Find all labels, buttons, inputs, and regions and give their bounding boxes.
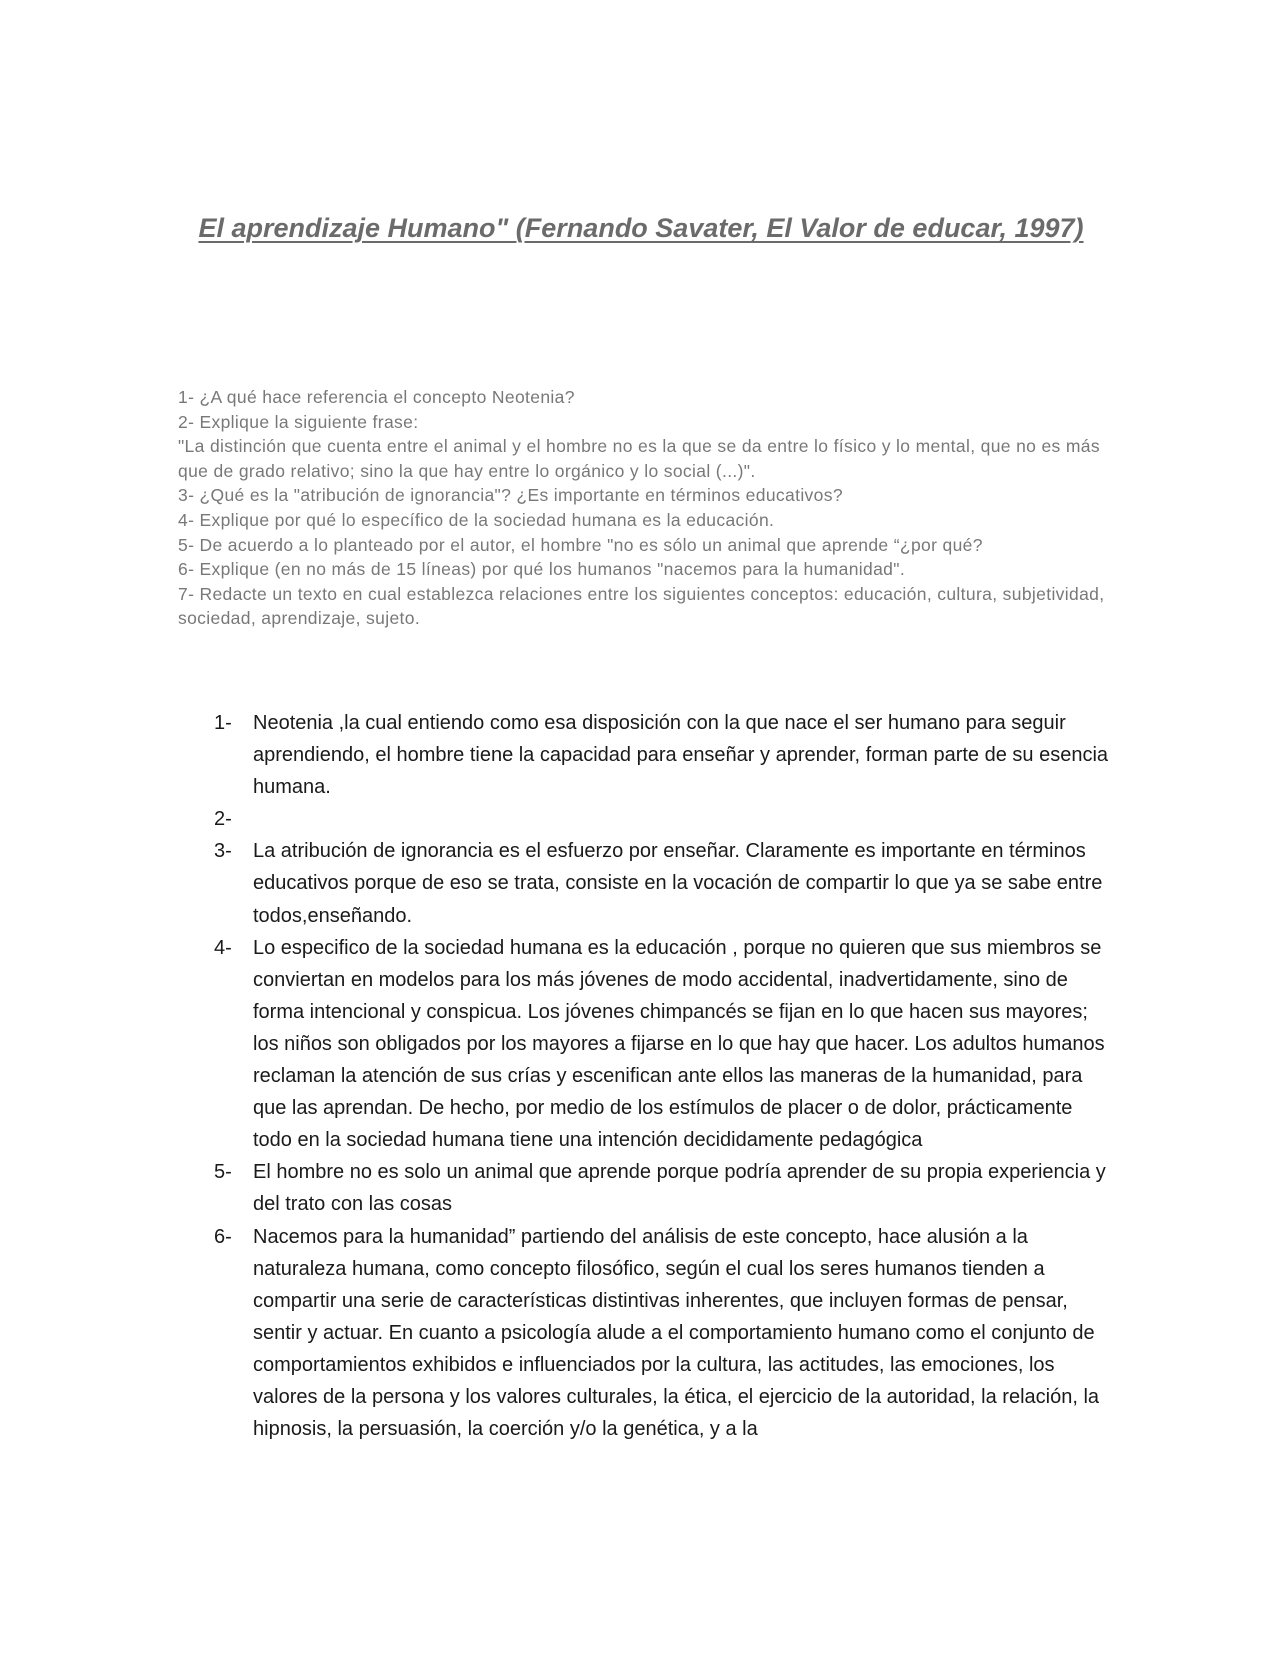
answer-item — [214, 707, 1114, 803]
question-item: 6- Explique (en no más de 15 líneas) por qué los humanos "nacemos para la humanidad". — [178, 559, 906, 580]
answer-item — [214, 932, 1114, 1157]
answer-number: 1- — [214, 712, 232, 734]
answer-item — [214, 1156, 1114, 1220]
answer-number: 3- — [214, 840, 232, 863]
answer-item — [214, 835, 1114, 931]
answer-text: Nacemos para la humanidad” partiendo del análisis de este concepto, hace alusión a la naturaleza humana, como concepto filosófico, según el cual los seres humanos tienden a compartir una serie de características distintivas inherentes, que incluyen formas de pensar, sentir y actuar. En cuanto a psicología alude a el comportamiento humano como el conjunto de comportamientos exhibidos e influenciados por la cultura, las actitudes, las emociones, los valores de la persona y los valores culturales, la ética, el ejercicio de la autoridad, la relación, la hipnosis, la persuasión, la coerción y/o la genética, y a la — [253, 1225, 1100, 1441]
answer-number: 6- — [214, 1225, 232, 1248]
question-item: 3- ¿Qué es la "atribución de ignorancia"? ¿Es importante en términos educativos? — [178, 485, 843, 506]
answer-item — [214, 1221, 1114, 1446]
document-title-text: El aprendizaje Humano" (Fernando Savater, El Valor de educar, 1997) — [198, 213, 1084, 243]
answer-text: Lo especifico de la sociedad humana es la educación , porque no quieren que sus miembros se conviertan en modelos para los más jóvenes de modo accidental, inadvertidamente, sino de forma intencional y conspicua. Los jóvenes chimpancés se fijan en lo que hacen sus mayores; los niños son obligados por los mayores a fijarse en lo que hay que hacer. Los adultos humanos reclaman la atención de sus crías y escenifican ante ellos las maneras de la humanidad, para que las aprendan. De hecho, por medio de los estímulos de placer o de dolor, prácticamente todo en la sociedad humana tiene una intención decididamente pedagógica — [253, 936, 1105, 1152]
question-item: 5- De acuerdo a lo planteado por el autor, el hombre "no es sólo un animal que aprende “¿por qué? — [178, 534, 983, 555]
answer-number: 4- — [214, 936, 232, 959]
document-title — [176, 198, 1106, 258]
question-item: 1- ¿A qué hace referencia el concepto Neotenia? — [178, 387, 575, 407]
question-item: 7- Redacte un texto en cual establezca relaciones entre los siguientes conceptos: educación, cultura, subjetividad, sociedad, aprendizaje, sujeto. — [178, 583, 1105, 629]
answer-text: La atribución de ignorancia es el esfuerzo por enseñar. Claramente es importante en términos educativos porque de eso se trata, consiste en la vocación de compartir lo que ya se sabe entre todos,enseñando. — [253, 840, 1103, 927]
question-item: 4- Explique por qué lo específico de la sociedad humana es la educación. — [178, 509, 775, 530]
question-quote: "La distinción que cuenta entre el animal y el hombre no es la que se da entre lo físico y lo mental, que no es más que de grado relativo; sino la que hay entre lo orgánico y lo social (...)". — [178, 436, 1100, 481]
answer-number: 5- — [214, 1161, 232, 1184]
answer-number: 2- — [214, 808, 232, 831]
answer-text — [253, 803, 1114, 835]
answer-text: Neotenia ,la cual entiendo como esa disposición con la que nace el ser humano para seguir aprendiendo, el hombre tiene la capacidad para enseñar y aprender, forman parte de su esencia humana. — [253, 712, 1109, 799]
answer-list — [214, 707, 1114, 1445]
question-list — [178, 385, 1118, 631]
answer-text: El hombre no es solo un animal que aprende porque podría aprender de su propia experiencia y del trato con las cosas — [253, 1161, 1106, 1216]
question-item: 2- Explique la siguiente frase: — [178, 411, 419, 432]
answer-item — [214, 803, 1114, 835]
